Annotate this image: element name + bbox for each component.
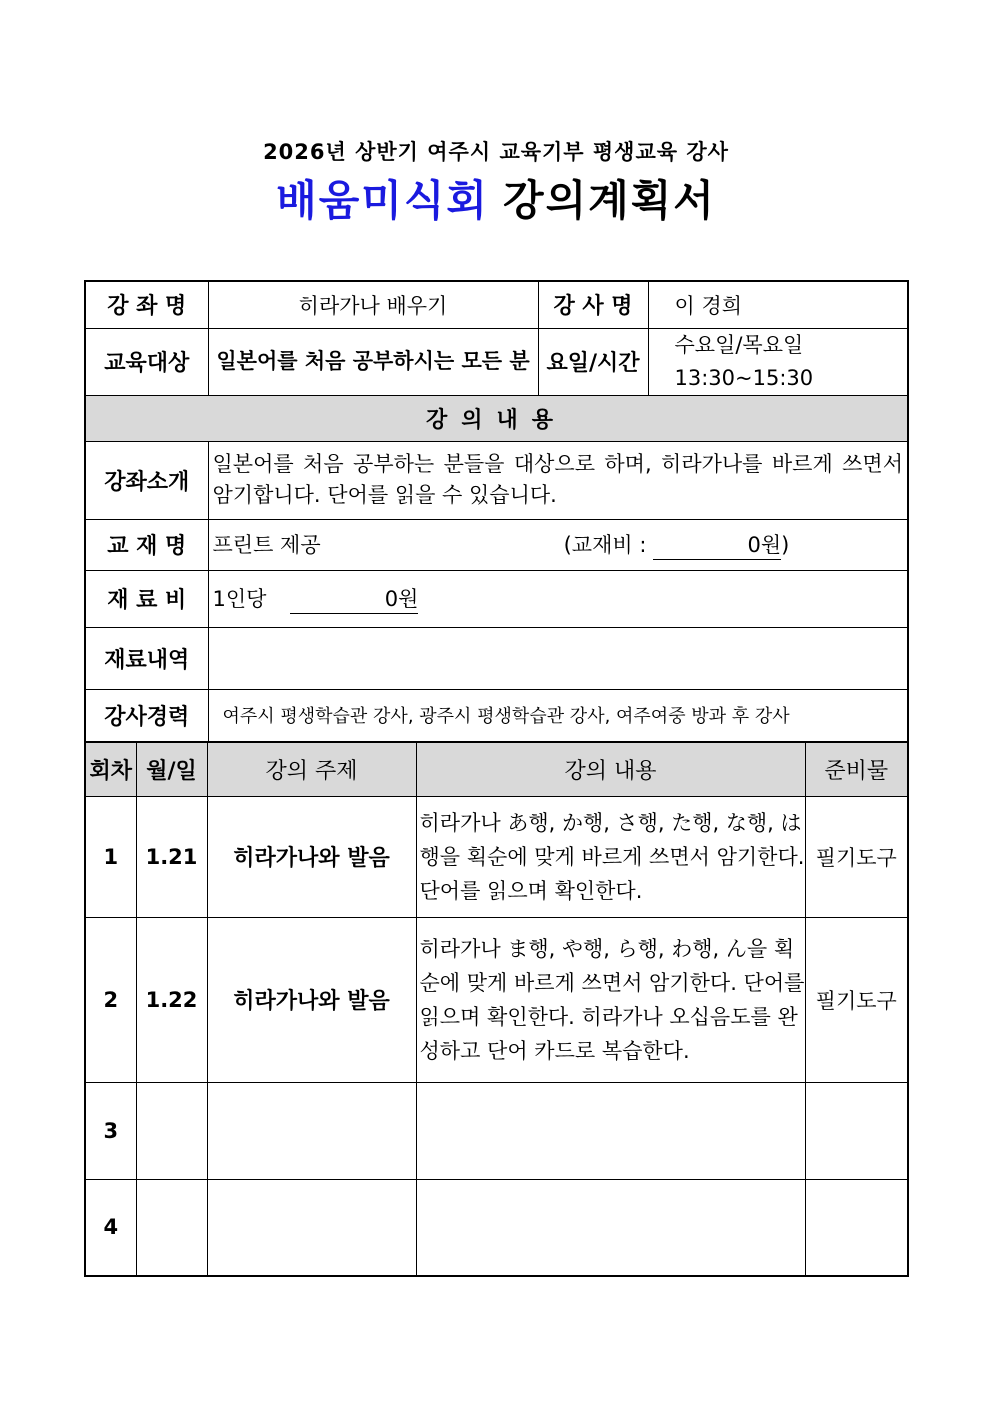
target-value: 일본어를 처음 공부하시는 모든 분 [208, 328, 538, 395]
session-content [416, 1082, 805, 1179]
career-value: 여주시 평생학습관 강사, 광주시 평생학습관 강사, 여주여중 방과 후 강사 [208, 689, 908, 742]
session-supplies [805, 1082, 908, 1179]
title-main: 강의계획서 [503, 176, 716, 225]
document-subtitle: 2026년 상반기 여주시 교육기부 평생교육 강사 [263, 140, 729, 164]
material-fee-row [208, 570, 908, 627]
session-number: 1 [85, 796, 136, 917]
material-detail-value [208, 627, 908, 689]
textbook-value: 프린트 제공 [212, 533, 321, 557]
material-fee-value: 0원 [290, 583, 418, 614]
session-topic: 히라가나와 발음 [207, 796, 416, 917]
material-fee-label: 재 료 비 [85, 570, 208, 627]
session-schedule-table [84, 741, 909, 1277]
session-date: 1.21 [136, 796, 207, 917]
career-label: 강사경력 [85, 689, 208, 742]
table-row [85, 917, 908, 1082]
textbook-row [208, 519, 908, 570]
session-date [136, 1179, 207, 1276]
session-supplies [805, 1179, 908, 1276]
session-topic [207, 1179, 416, 1276]
course-name-value: 히라가나 배우기 [208, 281, 538, 328]
instructor-label: 강 사 명 [538, 281, 648, 328]
section-title: 강의내용 [85, 395, 908, 441]
textbook-fee-value: 0원 [653, 529, 781, 560]
title-accent: 배움미식회 [276, 176, 489, 225]
document-title [0, 168, 992, 228]
material-detail-label: 재료내역 [85, 627, 208, 689]
schedule-time: 13:30~15:30 [674, 365, 814, 390]
header-date: 월/일 [136, 742, 207, 796]
intro-value: 일본어를 처음 공부하는 분들을 대상으로 하며, 히라가나를 바르게 쓰면서 암기합니다. 단어를 읽을 수 있습니다. [208, 441, 908, 519]
header-topic: 강의 주제 [207, 742, 416, 796]
session-number: 2 [85, 917, 136, 1082]
session-topic [207, 1082, 416, 1179]
session-topic: 히라가나와 발음 [207, 917, 416, 1082]
material-fee-prefix: 1인당 [212, 587, 267, 611]
session-supplies: 필기도구 [805, 917, 908, 1082]
intro-label: 강좌소개 [85, 441, 208, 519]
header-content: 강의 내용 [416, 742, 805, 796]
textbook-fee-prefix: (교재비 : [563, 533, 647, 557]
course-info-table [84, 280, 909, 743]
target-label: 교육대상 [85, 328, 208, 395]
session-supplies: 필기도구 [805, 796, 908, 917]
header-session: 회차 [85, 742, 136, 796]
session-content: 히라가나 ま행, や행, ら행, わ행, ん을 획순에 맞게 바르게 쓰면서 암기한다. 단어를 읽으며 확인한다. 히라가나 오십음도를 완성하고 단어 카드로 복습한다. [416, 917, 805, 1082]
header-supplies: 준비물 [805, 742, 908, 796]
instructor-value: 이 경희 [648, 281, 908, 328]
table-row [85, 1082, 908, 1179]
textbook-label: 교 재 명 [85, 519, 208, 570]
session-content [416, 1179, 805, 1276]
session-date [136, 1082, 207, 1179]
textbook-fee-suffix: ) [781, 533, 790, 557]
schedule-label: 요일/시간 [538, 328, 648, 395]
session-content: 히라가나 あ행, か행, さ행, た행, な행, は행을 획순에 맞게 바르게 쓰면서 암기한다. 단어를 읽으며 확인한다. [416, 796, 805, 917]
session-number: 4 [85, 1179, 136, 1276]
session-number: 3 [85, 1082, 136, 1179]
table-row [85, 1179, 908, 1276]
course-name-label: 강 좌 명 [85, 281, 208, 328]
session-date: 1.22 [136, 917, 207, 1082]
table-row [85, 796, 908, 917]
schedule-value [648, 328, 908, 395]
schedule-days: 수요일/목요일 [674, 332, 804, 357]
